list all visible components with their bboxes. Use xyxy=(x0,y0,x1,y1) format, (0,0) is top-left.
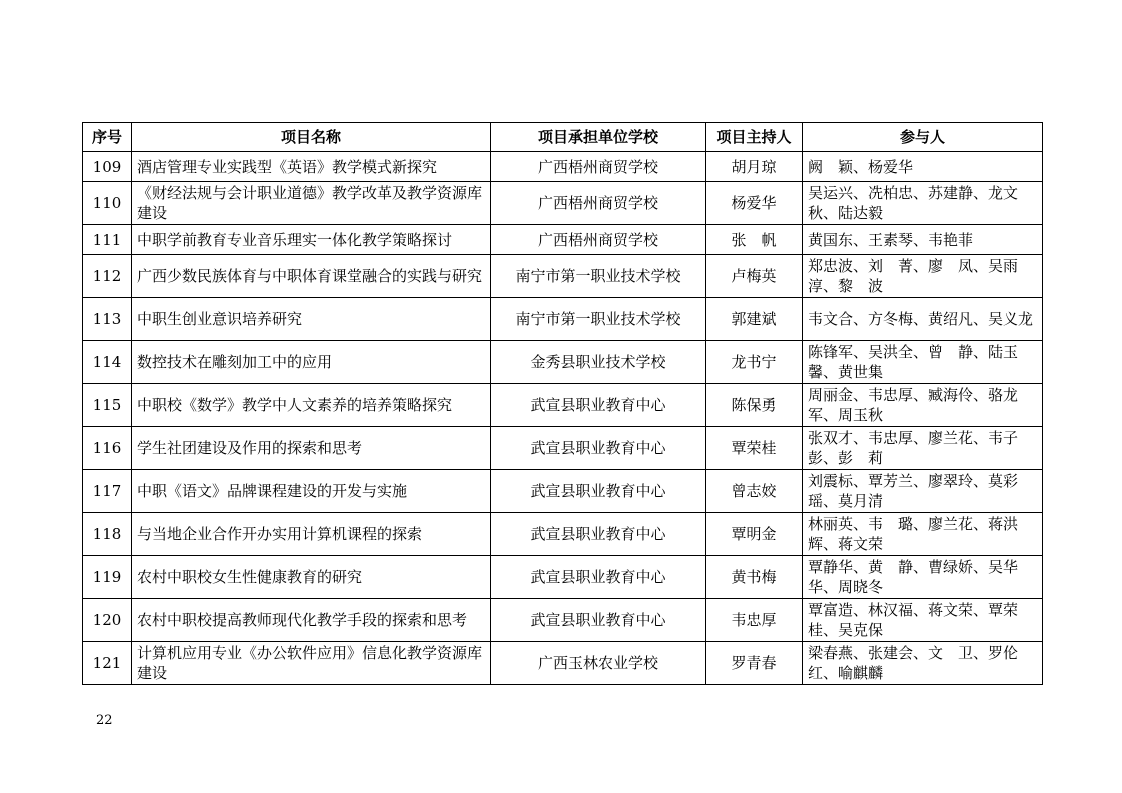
table-row xyxy=(83,642,1043,685)
table-body xyxy=(83,152,1043,685)
cell-members: 林丽英、韦 璐、廖兰花、蒋洪辉、蒋文荣 xyxy=(803,513,1043,556)
cell-no: 113 xyxy=(83,298,132,341)
cell-no: 110 xyxy=(83,182,132,225)
cell-unit-school: 南宁市第一职业技术学校 xyxy=(491,255,706,298)
cell-no: 117 xyxy=(83,470,132,513)
cell-project-name: 与当地企业合作开办实用计算机课程的探索 xyxy=(132,513,491,556)
cell-members: 周丽金、韦忠厚、臧海伶、骆龙军、周玉秋 xyxy=(803,384,1043,427)
table-row xyxy=(83,470,1043,513)
cell-project-name: 中职生创业意识培养研究 xyxy=(132,298,491,341)
table-row xyxy=(83,182,1043,225)
header-unit-school: 项目承担单位学校 xyxy=(491,123,706,152)
cell-no: 109 xyxy=(83,152,132,182)
cell-members: 阙 颖、杨爱华 xyxy=(803,152,1043,182)
cell-host: 卢梅英 xyxy=(706,255,803,298)
header-host: 项目主持人 xyxy=(706,123,803,152)
cell-unit-school: 武宣县职业教育中心 xyxy=(491,384,706,427)
cell-project-name: 数控技术在雕刻加工中的应用 xyxy=(132,341,491,384)
header-project-name: 项目名称 xyxy=(132,123,491,152)
table-row xyxy=(83,427,1043,470)
cell-unit-school: 广西梧州商贸学校 xyxy=(491,225,706,255)
cell-no: 114 xyxy=(83,341,132,384)
cell-no: 112 xyxy=(83,255,132,298)
cell-members: 陈锋军、吴洪全、曾 静、陆玉馨、黄世集 xyxy=(803,341,1043,384)
cell-members: 覃静华、黄 静、曹绿娇、吴华华、周晓冬 xyxy=(803,556,1043,599)
cell-project-name: 中职学前教育专业音乐理实一体化教学策略探讨 xyxy=(132,225,491,255)
cell-unit-school: 金秀县职业技术学校 xyxy=(491,341,706,384)
cell-members: 梁春燕、张建会、文 卫、罗伦红、喻麒麟 xyxy=(803,642,1043,685)
cell-host: 覃荣桂 xyxy=(706,427,803,470)
cell-host: 杨爱华 xyxy=(706,182,803,225)
table-row xyxy=(83,599,1043,642)
cell-project-name: 中职《语文》品牌课程建设的开发与实施 xyxy=(132,470,491,513)
cell-project-name: 学生社团建设及作用的探索和思考 xyxy=(132,427,491,470)
table-row xyxy=(83,556,1043,599)
cell-host: 罗青春 xyxy=(706,642,803,685)
table-row xyxy=(83,225,1043,255)
table-row xyxy=(83,152,1043,182)
cell-no: 118 xyxy=(83,513,132,556)
cell-unit-school: 武宣县职业教育中心 xyxy=(491,599,706,642)
cell-members: 张双才、韦忠厚、廖兰花、韦子彭、彭 莉 xyxy=(803,427,1043,470)
cell-no: 121 xyxy=(83,642,132,685)
cell-project-name: 农村中职校女生性健康教育的研究 xyxy=(132,556,491,599)
cell-host: 韦忠厚 xyxy=(706,599,803,642)
cell-unit-school: 武宣县职业教育中心 xyxy=(491,513,706,556)
cell-no: 120 xyxy=(83,599,132,642)
project-table xyxy=(82,122,1043,685)
table-header-row xyxy=(83,123,1043,152)
cell-unit-school: 广西梧州商贸学校 xyxy=(491,152,706,182)
cell-project-name: 中职校《数学》教学中人文素养的培养策略探究 xyxy=(132,384,491,427)
cell-unit-school: 武宣县职业教育中心 xyxy=(491,470,706,513)
cell-unit-school: 武宣县职业教育中心 xyxy=(491,427,706,470)
cell-host: 郭建斌 xyxy=(706,298,803,341)
cell-members: 韦文合、方冬梅、黄绍凡、吴义龙 xyxy=(803,298,1043,341)
table-row xyxy=(83,513,1043,556)
cell-no: 111 xyxy=(83,225,132,255)
table-row xyxy=(83,255,1043,298)
cell-no: 119 xyxy=(83,556,132,599)
cell-project-name: 广西少数民族体育与中职体育课堂融合的实践与研究 xyxy=(132,255,491,298)
cell-members: 覃富造、林汉福、蒋文荣、覃荣桂、吴克保 xyxy=(803,599,1043,642)
cell-host: 龙书宁 xyxy=(706,341,803,384)
cell-project-name: 酒店管理专业实践型《英语》教学模式新探究 xyxy=(132,152,491,182)
table-row xyxy=(83,384,1043,427)
table-row xyxy=(83,298,1043,341)
cell-members: 刘震标、覃芳兰、廖翠玲、莫彩瑶、莫月清 xyxy=(803,470,1043,513)
cell-project-name: 农村中职校提高教师现代化教学手段的探索和思考 xyxy=(132,599,491,642)
cell-unit-school: 广西玉林农业学校 xyxy=(491,642,706,685)
cell-unit-school: 武宣县职业教育中心 xyxy=(491,556,706,599)
cell-project-name: 《财经法规与会计职业道德》教学改革及教学资源库建设 xyxy=(132,182,491,225)
page-number: 22 xyxy=(96,713,113,728)
cell-project-name: 计算机应用专业《办公软件应用》信息化教学资源库建设 xyxy=(132,642,491,685)
cell-host: 黄书梅 xyxy=(706,556,803,599)
header-members: 参与人 xyxy=(803,123,1043,152)
cell-unit-school: 南宁市第一职业技术学校 xyxy=(491,298,706,341)
cell-members: 黄国东、王素琴、韦艳菲 xyxy=(803,225,1043,255)
cell-host: 覃明金 xyxy=(706,513,803,556)
header-no: 序号 xyxy=(83,123,132,152)
cell-members: 吴运兴、冼柏忠、苏建静、龙文秋、陆达毅 xyxy=(803,182,1043,225)
cell-host: 陈保勇 xyxy=(706,384,803,427)
table-row xyxy=(83,341,1043,384)
cell-no: 115 xyxy=(83,384,132,427)
cell-host: 曾志姣 xyxy=(706,470,803,513)
cell-host: 胡月琼 xyxy=(706,152,803,182)
cell-host: 张 帆 xyxy=(706,225,803,255)
cell-unit-school: 广西梧州商贸学校 xyxy=(491,182,706,225)
cell-no: 116 xyxy=(83,427,132,470)
cell-members: 郑忠波、刘 菁、廖 凤、吴雨淳、黎 波 xyxy=(803,255,1043,298)
